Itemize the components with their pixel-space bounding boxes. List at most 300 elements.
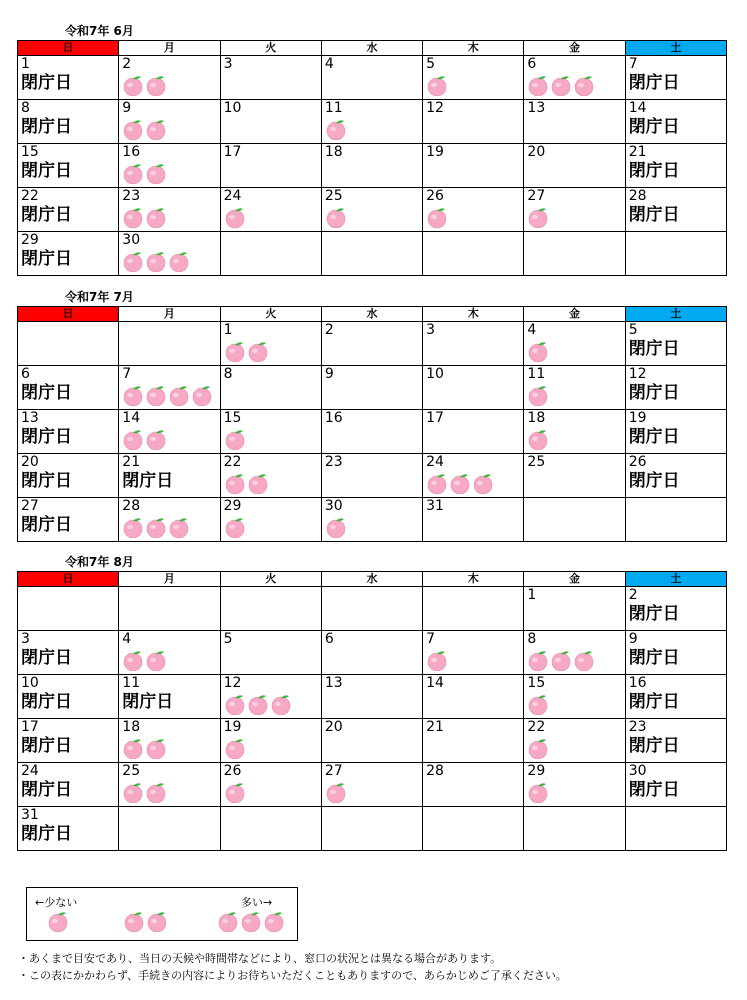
day-cell: [524, 322, 625, 366]
week-row: [18, 56, 727, 100]
day-cell: [423, 498, 524, 542]
peach-icon: [145, 516, 167, 538]
day-cell: [321, 807, 422, 851]
day-cell: [524, 719, 625, 763]
congestion-level: [325, 204, 422, 228]
day-number: 13: [324, 675, 343, 691]
day-cell: [321, 498, 422, 542]
day-cell: [524, 56, 625, 100]
peach-icon: [168, 384, 190, 406]
day-number: 11: [527, 366, 546, 382]
day-number: 26: [223, 763, 242, 779]
congestion-level: [122, 72, 219, 96]
closed-day-label: 閉庁日: [628, 648, 680, 668]
day-number: 7: [426, 631, 436, 647]
day-number: 22: [21, 188, 39, 204]
peach-icon: [122, 162, 144, 184]
day-cell: [220, 587, 321, 631]
day-cell: [18, 56, 119, 100]
day-number: 29: [223, 498, 242, 514]
day-cell: [524, 144, 625, 188]
calendar-grid: [17, 571, 727, 851]
day-cell: [625, 410, 726, 454]
day-cell: [18, 322, 119, 366]
peach-icon: [122, 250, 144, 272]
legend-level-3: [217, 910, 285, 932]
day-cell: [625, 366, 726, 410]
weekday-header: 火: [220, 307, 321, 322]
day-number: 1: [527, 587, 537, 603]
day-number: 16: [628, 675, 647, 691]
week-row: [18, 675, 727, 719]
peach-icon: [247, 472, 269, 494]
day-number: 3: [223, 56, 233, 72]
day-cell: [18, 675, 119, 719]
day-number: 2: [628, 587, 638, 603]
day-cell: [625, 144, 726, 188]
peach-icon: [145, 649, 167, 671]
day-cell: [321, 188, 422, 232]
peach-icon: [122, 516, 144, 538]
calendar-grid: [17, 306, 727, 542]
congestion-level: [224, 426, 321, 450]
closed-day-label: 閉庁日: [628, 339, 680, 359]
peach-icon: [426, 649, 448, 671]
note-2: ・この表にかかわらず、手続きの内容によりお待ちいただくこともありますので、あらかじめご了承ください。: [18, 969, 567, 982]
weekday-header: 金: [524, 41, 625, 56]
day-number: 26: [426, 188, 444, 204]
peach-icon: [527, 693, 549, 715]
peach-icon: [122, 649, 144, 671]
day-number: 17: [426, 410, 444, 426]
closed-day-label: 閉庁日: [21, 427, 72, 447]
peach-icon: [573, 649, 595, 671]
congestion-level: [122, 647, 219, 671]
weekday-header: 水: [321, 41, 422, 56]
closed-day-label: 閉庁日: [21, 780, 72, 800]
peach-icon: [472, 472, 494, 494]
day-cell: [321, 410, 422, 454]
day-cell: [220, 188, 321, 232]
day-cell: [18, 100, 119, 144]
closed-day-label: 閉庁日: [628, 383, 680, 403]
peach-icon: [573, 74, 595, 96]
congestion-level: [527, 647, 624, 671]
day-number: 20: [21, 454, 39, 470]
day-number: 1: [223, 322, 233, 338]
peach-icon: [426, 74, 448, 96]
day-cell: [524, 631, 625, 675]
peach-icon: [527, 428, 549, 450]
month-title: 令和7年 8月: [65, 555, 134, 569]
day-number: 21: [122, 454, 141, 470]
day-number: 19: [628, 410, 647, 426]
day-cell: [321, 232, 422, 276]
day-cell: [524, 232, 625, 276]
day-number: 3: [426, 322, 436, 338]
day-cell: [625, 498, 726, 542]
day-cell: [625, 675, 726, 719]
week-row: [18, 366, 727, 410]
day-number: 17: [223, 144, 242, 160]
day-cell: [220, 322, 321, 366]
day-cell: [625, 719, 726, 763]
congestion-level: [224, 691, 321, 715]
day-cell: [119, 454, 220, 498]
day-number: 30: [324, 498, 343, 514]
day-cell: [524, 675, 625, 719]
week-row: [18, 587, 727, 631]
congestion-level: [122, 248, 219, 272]
month-calendar: [17, 553, 727, 851]
day-number: 29: [527, 763, 546, 779]
weekday-header: 月: [119, 572, 220, 587]
congestion-level: [122, 382, 219, 406]
weekday-header: 火: [220, 41, 321, 56]
congestion-level: [122, 735, 219, 759]
peach-icon: [527, 206, 549, 228]
month-title: 令和7年 7月: [65, 290, 134, 304]
peach-icon: [145, 206, 167, 228]
day-number: 24: [223, 188, 242, 204]
day-number: 15: [527, 675, 546, 691]
day-number: 10: [426, 366, 444, 382]
week-row: [18, 763, 727, 807]
week-row: [18, 719, 727, 763]
day-cell: [625, 587, 726, 631]
day-cell: [625, 454, 726, 498]
day-number: 21: [628, 144, 647, 160]
day-number: 30: [628, 763, 647, 779]
day-number: 3: [21, 631, 30, 647]
day-number: 23: [628, 719, 647, 735]
day-number: 28: [122, 498, 141, 514]
weekday-header: 土: [625, 41, 726, 56]
day-number: 30: [122, 232, 141, 248]
closed-day-label: 閉庁日: [628, 692, 680, 712]
closed-day-label: 閉庁日: [628, 471, 680, 491]
peach-icon: [145, 250, 167, 272]
day-cell: [119, 719, 220, 763]
day-number: 17: [21, 719, 39, 735]
day-number: 20: [527, 144, 546, 160]
peach-icon: [270, 693, 292, 715]
day-cell: [423, 410, 524, 454]
peach-icon: [47, 910, 69, 932]
weekday-header: 木: [423, 307, 524, 322]
congestion-level: [325, 514, 422, 538]
peach-icon: [122, 781, 144, 803]
peach-icon: [550, 649, 572, 671]
day-number: 8: [21, 100, 30, 116]
congestion-level: [527, 204, 624, 228]
peach-icon: [224, 472, 246, 494]
legend: [26, 887, 298, 941]
day-cell: [423, 322, 524, 366]
peach-icon: [240, 910, 262, 932]
weekday-header: 金: [524, 307, 625, 322]
day-cell: [220, 232, 321, 276]
day-cell: [220, 719, 321, 763]
day-cell: [625, 100, 726, 144]
day-number: 14: [426, 675, 444, 691]
day-cell: [119, 807, 220, 851]
peach-icon: [145, 118, 167, 140]
peach-icon: [527, 340, 549, 362]
day-cell: [220, 410, 321, 454]
day-cell: [18, 144, 119, 188]
day-cell: [321, 366, 422, 410]
day-number: 9: [324, 366, 334, 382]
day-cell: [119, 232, 220, 276]
day-cell: [423, 188, 524, 232]
peach-icon: [247, 340, 269, 362]
congestion-level: [426, 647, 523, 671]
peach-icon: [527, 737, 549, 759]
closed-day-label: 閉庁日: [21, 117, 72, 137]
week-row: [18, 188, 727, 232]
day-number: 8: [223, 366, 233, 382]
peach-icon: [449, 472, 471, 494]
day-cell: [220, 631, 321, 675]
closed-day-label: 閉庁日: [628, 117, 680, 137]
congestion-level: [122, 116, 219, 140]
congestion-level: [527, 426, 624, 450]
week-row: [18, 807, 727, 851]
closed-day-label: 閉庁日: [628, 427, 680, 447]
day-number: 6: [527, 56, 537, 72]
day-number: 27: [527, 188, 546, 204]
notes: [18, 950, 567, 984]
week-row: [18, 232, 727, 276]
day-number: 7: [122, 366, 132, 382]
day-cell: [524, 763, 625, 807]
day-cell: [625, 807, 726, 851]
day-cell: [119, 100, 220, 144]
day-number: 8: [527, 631, 537, 647]
weekday-header: 土: [625, 572, 726, 587]
day-cell: [220, 675, 321, 719]
peach-icon: [224, 428, 246, 450]
day-number: 11: [122, 675, 141, 691]
weekday-header: 月: [119, 307, 220, 322]
weekday-header: 木: [423, 41, 524, 56]
day-cell: [423, 56, 524, 100]
day-number: 15: [21, 144, 39, 160]
month-calendar: [17, 288, 727, 542]
day-number: 11: [324, 100, 343, 116]
congestion-level: [527, 779, 624, 803]
peach-icon: [146, 910, 168, 932]
closed-day-label: 閉庁日: [628, 780, 680, 800]
day-cell: [625, 56, 726, 100]
day-cell: [119, 498, 220, 542]
day-cell: [220, 144, 321, 188]
peach-icon: [527, 781, 549, 803]
day-cell: [119, 188, 220, 232]
weekday-header: 金: [524, 572, 625, 587]
peach-icon: [325, 206, 347, 228]
peach-icon: [325, 118, 347, 140]
day-cell: [625, 232, 726, 276]
peach-icon: [122, 206, 144, 228]
day-number: 31: [426, 498, 444, 514]
congestion-level: [224, 204, 321, 228]
weekday-header: 月: [119, 41, 220, 56]
day-cell: [321, 100, 422, 144]
congestion-level: [426, 72, 523, 96]
closed-day-label: 閉庁日: [21, 383, 72, 403]
day-cell: [423, 454, 524, 498]
closed-day-label: 閉庁日: [21, 824, 72, 844]
day-number: 7: [628, 56, 638, 72]
day-cell: [119, 763, 220, 807]
closed-day-label: 閉庁日: [21, 471, 72, 491]
day-number: 22: [223, 454, 242, 470]
congestion-level: [325, 116, 422, 140]
weekday-header: 水: [321, 572, 422, 587]
day-cell: [119, 631, 220, 675]
day-cell: [625, 322, 726, 366]
peach-icon: [247, 693, 269, 715]
peach-icon: [224, 781, 246, 803]
day-number: 25: [122, 763, 141, 779]
day-cell: [321, 587, 422, 631]
day-number: 12: [426, 100, 444, 116]
week-row: [18, 498, 727, 542]
day-cell: [18, 631, 119, 675]
day-number: 29: [21, 232, 39, 248]
congestion-level: [527, 72, 624, 96]
day-cell: [119, 56, 220, 100]
day-number: 16: [324, 410, 343, 426]
day-cell: [18, 410, 119, 454]
closed-day-label: 閉庁日: [21, 648, 72, 668]
day-number: 18: [122, 719, 141, 735]
day-cell: [119, 144, 220, 188]
peach-icon: [224, 737, 246, 759]
day-number: 2: [122, 56, 132, 72]
congestion-level: [527, 338, 624, 362]
congestion-level: [426, 470, 523, 494]
peach-icon: [122, 74, 144, 96]
peach-icon: [263, 910, 285, 932]
day-cell: [423, 807, 524, 851]
day-cell: [220, 498, 321, 542]
day-cell: [423, 675, 524, 719]
closed-day-label: 閉庁日: [21, 205, 72, 225]
peach-icon: [527, 649, 549, 671]
day-cell: [18, 454, 119, 498]
day-cell: [220, 454, 321, 498]
day-cell: [524, 587, 625, 631]
peach-icon: [122, 737, 144, 759]
congestion-level: [122, 514, 219, 538]
congestion-level: [527, 691, 624, 715]
day-cell: [423, 587, 524, 631]
congestion-level: [426, 204, 523, 228]
day-number: 25: [324, 188, 343, 204]
day-cell: [321, 763, 422, 807]
peach-icon: [168, 516, 190, 538]
day-cell: [220, 807, 321, 851]
peach-icon: [217, 910, 239, 932]
weekday-header: 木: [423, 572, 524, 587]
legend-more-label: 多い→: [241, 896, 273, 909]
closed-day-label: 閉庁日: [21, 161, 72, 181]
day-number: 28: [628, 188, 647, 204]
day-cell: [423, 100, 524, 144]
weekday-header: 日: [18, 41, 119, 56]
peach-icon: [191, 384, 213, 406]
closed-day-label: 閉庁日: [21, 692, 72, 712]
congestion-level: [527, 735, 624, 759]
day-number: 13: [21, 410, 39, 426]
peach-icon: [168, 250, 190, 272]
day-number: 12: [223, 675, 242, 691]
congestion-level: [224, 735, 321, 759]
day-number: 14: [628, 100, 647, 116]
day-number: 21: [426, 719, 444, 735]
peach-icon: [145, 384, 167, 406]
weekday-header: 日: [18, 572, 119, 587]
day-cell: [321, 56, 422, 100]
day-number: 12: [628, 366, 647, 382]
closed-day-label: 閉庁日: [628, 604, 680, 624]
day-cell: [220, 100, 321, 144]
day-cell: [119, 410, 220, 454]
day-number: 2: [324, 322, 334, 338]
peach-icon: [224, 340, 246, 362]
week-row: [18, 100, 727, 144]
day-cell: [119, 366, 220, 410]
day-number: 23: [122, 188, 141, 204]
day-cell: [220, 763, 321, 807]
closed-day-label: 閉庁日: [628, 205, 680, 225]
day-number: 26: [628, 454, 647, 470]
peach-icon: [426, 472, 448, 494]
peach-icon: [123, 910, 145, 932]
closed-day-label: 閉庁日: [21, 249, 72, 269]
day-number: 18: [527, 410, 546, 426]
day-cell: [119, 587, 220, 631]
closed-day-label: 閉庁日: [122, 471, 174, 491]
day-cell: [18, 807, 119, 851]
closed-day-label: 閉庁日: [21, 73, 72, 93]
day-cell: [524, 188, 625, 232]
peach-icon: [325, 781, 347, 803]
note-1: ・あくまで目安であり、当日の天候や時間帯などにより、窓口の状況とは異なる場合があります。: [18, 952, 502, 965]
legend-less-label: ←少ない: [35, 896, 78, 909]
day-cell: [423, 366, 524, 410]
day-cell: [423, 232, 524, 276]
month-calendar: [17, 22, 727, 276]
day-cell: [524, 454, 625, 498]
day-number: 24: [21, 763, 39, 779]
day-cell: [220, 366, 321, 410]
peach-icon: [145, 737, 167, 759]
day-cell: [321, 322, 422, 366]
closed-day-label: 閉庁日: [21, 515, 72, 535]
closed-day-label: 閉庁日: [628, 736, 680, 756]
day-cell: [321, 675, 422, 719]
day-number: 28: [426, 763, 444, 779]
week-row: [18, 144, 727, 188]
day-cell: [321, 144, 422, 188]
day-number: 27: [324, 763, 343, 779]
day-number: 19: [426, 144, 444, 160]
legend-level-1: [47, 910, 69, 932]
